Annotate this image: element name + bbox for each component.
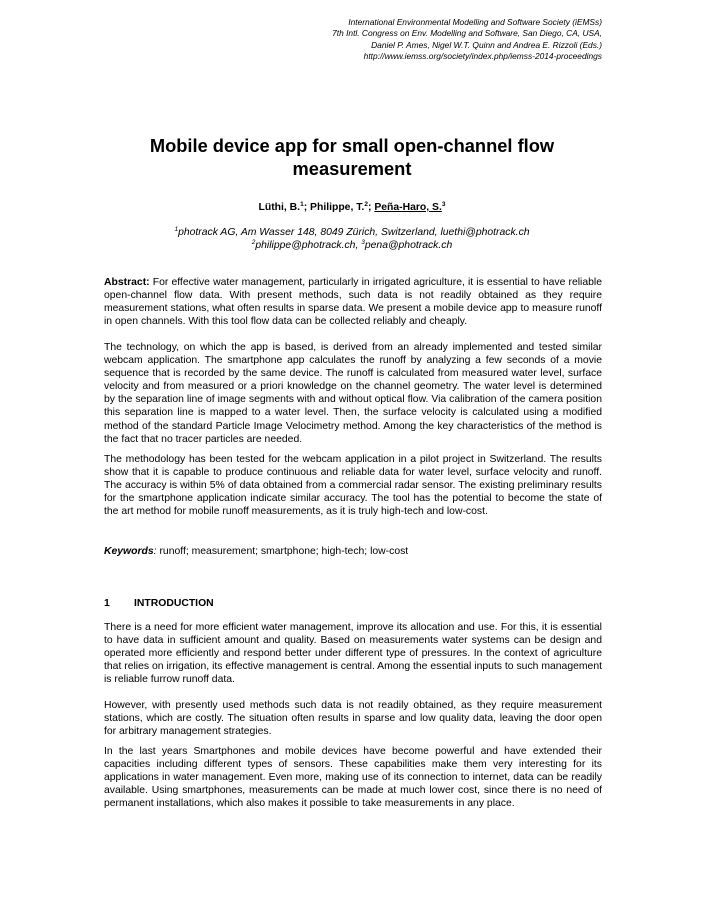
keywords-colon: : [153,546,157,557]
keywords-label: Keywords [104,546,154,557]
header-line: 7th Intl. Congress on Env. Modelling and Software, San Diego, CA, USA, [332,28,602,39]
abstract-paragraph: The technology, on which the app is based, is derived from an already implemented and tested similar webcam application. The smartphone app calculates the runoff by analyzing a few seconds of a movie sequence that is recorded by the same device. The runoff is calculated from measured water level, surface velocity and from measured or a priori knowledge on the channel geometry. The water level is determined by the separation line of image segments with and without optical flow. Via calibration of the camera position this separation line is mapped to a water level. Then, the surface velocity is calculated using a modified method of the standard Particle Image Velocimetry method. Among the key characteristics of the method is the fact that no tracer particles are needed. [104,342,602,445]
email-text: philippe@photrack.ch, [255,240,362,251]
affiliation-text: photrack AG, Am Wasser 148, 8049 Zürich, Switzerland, luethi@photrack.ch [178,227,530,238]
abstract-paragraph [104,276,602,328]
section-heading [104,597,602,610]
affiliations [102,226,602,252]
affiliation-line [102,226,602,239]
email-text: pena@photrack.ch [364,240,453,251]
section-title: INTRODUCTION [134,598,214,609]
keywords-line [104,545,602,558]
conference-header [182,17,602,62]
header-line: Daniel P. Ames, Nigel W.T. Quinn and Andrea E. Rizzoli (Eds.) [371,39,602,50]
author-list: Lüthi, B.$^1$; Philippe, T.$^2$; Peña-Haro, S.$^3$ [258,201,446,213]
body-paragraph: In the last years Smartphones and mobile devices have become powerful and have extended their capacities including different types of sensors. These capabilities make them very interesting for its applications in water management. Even more, making use of its connection to internet, data can be readily available. Using smartphones, measurements can be made at much lower cost, since there is no need of permanent installations, which also makes it possible to take measurements in any place. [104,746,602,810]
author-affiliation-marker: 2 [364,201,368,208]
keywords-text: runoff; measurement; smartphone; high-tech; low-cost [156,546,409,557]
affiliation-emails [102,239,602,252]
author-affiliation-marker: 1 [300,201,304,208]
affiliation-marker: 2 [251,239,256,246]
affiliation-marker: 1 [174,226,179,233]
header-line: International Environmental Modelling and Software Society (iEMSs) [348,17,602,27]
author-name: Philippe, T. [310,202,365,213]
author-affiliation-marker: 3 [441,201,446,208]
corresponding-author-name: Peña-Haro, S. [374,202,442,213]
body-paragraph: However, with presently used methods such data is not readily obtained, as they require measurement stations, which are costly. The situation often results in sparse and low quality data, leaving the door open for arbitrary management strategies. [104,700,602,738]
section-number: 1 [104,598,110,609]
affiliation-marker: 3 [361,239,365,246]
paper-title: Mobile device app for small open-channel flow measurement [149,135,555,179]
abstract-label: Abstract: [104,277,150,288]
abstract-text: For effective water management, particularly in irrigated agriculture, it is essential to have reliable open-channel flow data. With present methods, such data is not readily obtained as they require measurement stations, what often results in sparse data. We present a mobile device app to measure runoff in open channels. With this tool flow data can be collected reliably and cheaply. [104,277,602,328]
header-url: http://www.iemss.org/society/index.php/iemss-2014-proceedings [363,50,602,61]
body-paragraph: There is a need for more efficient water management, improve its allocation and use. For this, it is essential to have data in sufficient amount and quality. Based on measurements water systems can be design and operated more efficiently and respond better under different type of pressures. In the context of agriculture that relies on irrigation, its effective management is central. Among the essential inputs to such management is reliable furrow runoff data. [104,622,602,686]
abstract-paragraph: The methodology has been tested for the webcam application in a pilot project in Switzerland. The results show that it is capable to produce continuous and reliable data for water level, surface velocity and runoff. The accuracy is within 5% of data obtained from a commercial radar sensor. The existing preliminary results for the smartphone application indicate similar accuracy. The tool has the potential to become the state of the art method for mobile runoff measurements, as it is truly high-tech and low-cost. [104,454,602,518]
author-name: Lüthi, B. [258,202,301,213]
